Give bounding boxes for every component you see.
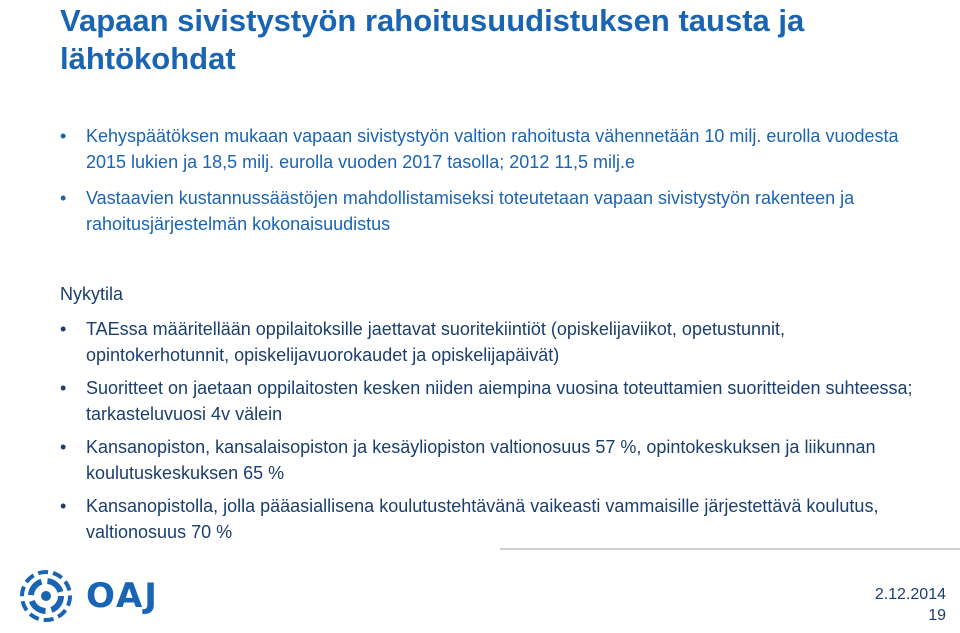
section-heading-nykytila: Nykytila: [60, 284, 124, 304]
oaj-logo-text: OAJ: [86, 576, 159, 616]
oaj-logo: [18, 568, 198, 624]
nykytila-bullet-list: [60, 316, 930, 545]
list-item: • Vastaavien kustannussäästöjen mahdollistamiseksi toteutetaan vapaan sivistystyön rakenteen ja rahoitusjärjestelmän kokonaisuudistus: [60, 185, 930, 237]
list-item: • Kehyspäätöksen mukaan vapaan sivistystyön valtion rahoitusta vähennetään 10 milj. eurolla vuodesta 2015 lukien ja 18,5 milj. eurolla vuoden 2017 tasolla; 2012 11,5 milj.e: [60, 123, 930, 175]
footer-divider: [500, 548, 960, 550]
slide-title: Vapaan sivistystyön rahoitusuudistuksen tausta ja lähtökohdat: [60, 3, 805, 76]
list-item: • Kansanopistolla, jolla pääasiallisena koulutustehtävänä vaikeasti vammaisille järjestettävä koulutus, valtionosuus 70 %: [60, 493, 930, 545]
intro-bullet-list: [60, 123, 930, 237]
list-item: • TAEssa määritellään oppilaitoksille jaettavat suoritekiintiöt (opiskelijaviikot, opetustunnit, opintokerhotunnit, opiskelijavuorokaudet ja opiskelijapäivät): [60, 316, 930, 368]
slide-date: 2.12.2014: [874, 586, 946, 603]
list-item: • Kansanopiston, kansalaisopiston ja kesäyliopiston valtionosuus 57 %, opintokeskuksen ja liikunnan koulutuskeskuksen 65 %: [60, 434, 930, 486]
oaj-logo-mark-icon: [18, 568, 74, 624]
page-number: 19: [928, 607, 946, 624]
list-item: • Suoritteet on jaetaan oppilaitosten kesken niiden aiempina vuosina toteuttamien suoritteiden suhteessa; tarkasteluvuosi 4v välein: [60, 375, 930, 427]
